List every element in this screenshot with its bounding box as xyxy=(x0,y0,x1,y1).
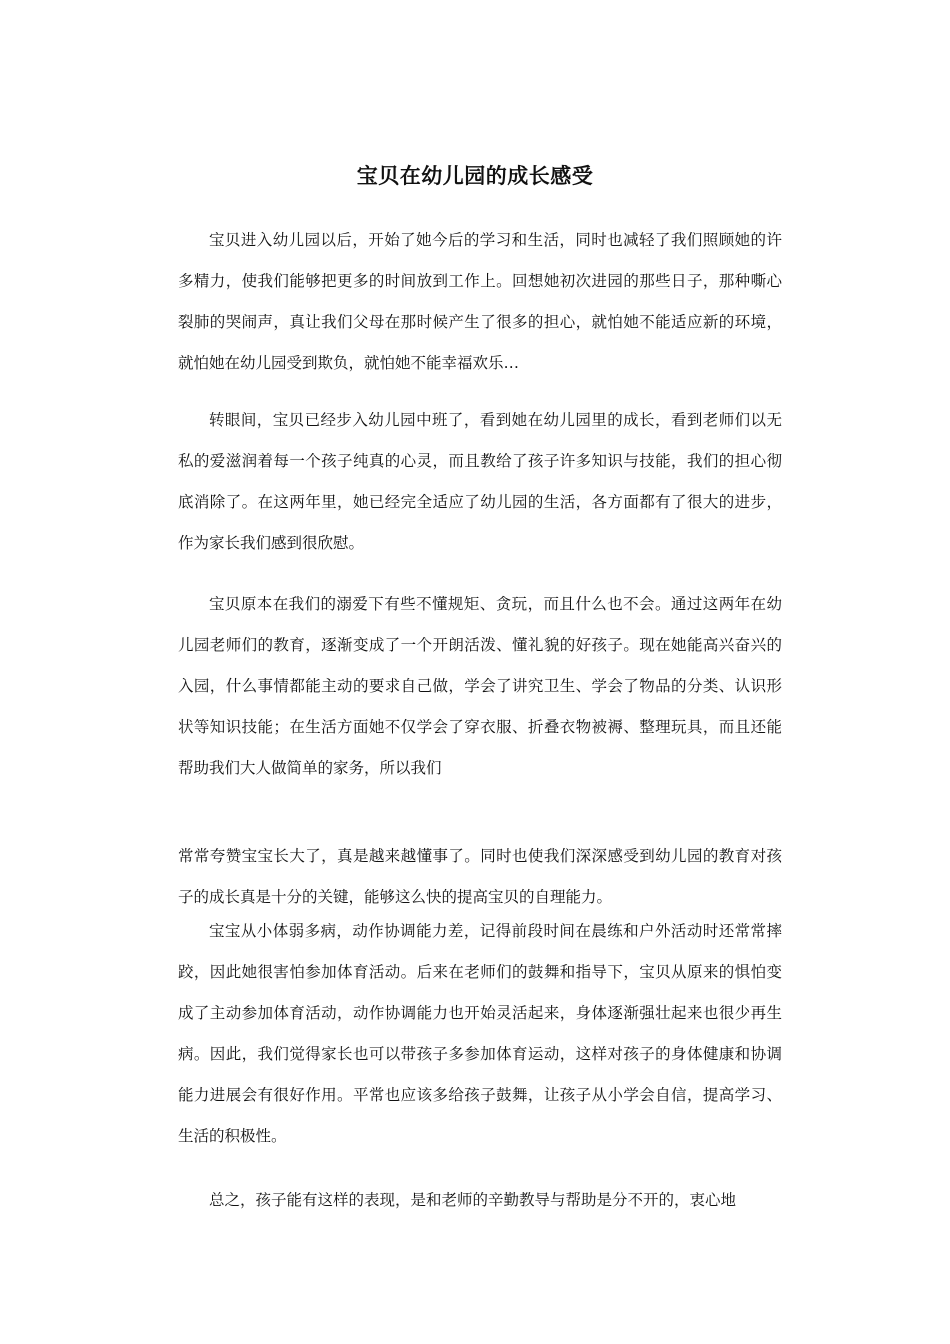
paragraph-5: 宝宝从小体弱多病，动作协调能力差，记得前段时间在晨练和户外活动时还常常摔跤，因此她很害怕参加体育活动。后来在老师们的鼓舞和指导下，宝贝从原来的惧怕变成了主动参加体育活动，动作协调能力也开始灵活起来，身体逐渐强壮起来也很少再生病。因此，我们觉得家长也可以带孩子多参加体育运动，这样对孩子的身体健康和协调能力进展会有很好作用。平常也应该多给孩子鼓舞，让孩子从小学会自信，提高学习、生活的积极性。 xyxy=(178,922,782,1145)
paragraph-1: 宝贝进入幼儿园以后，开始了她今后的学习和生活，同时也减轻了我们照顾她的许多精力，使我们能够把更多的时间放到工作上。回想她初次进园的那些日子，那种嘶心裂肺的哭闹声，真让我们父母在那时候产生了很多的担心，就怕她不能适应新的环境，就怕她在幼儿园受到欺负，就怕她不能幸福欢乐… xyxy=(178,231,782,372)
document-title: 宝贝在幼儿园的成长感受 xyxy=(356,164,594,188)
paragraph-6: 总之，孩子能有这样的表现，是和老师的辛勤教导与帮助是分不开的，衷心地 xyxy=(209,1191,737,1209)
paragraph-2: 转眼间，宝贝已经步入幼儿园中班了，看到她在幼儿园里的成长，看到老师们以无私的爱滋润着每一个孩子纯真的心灵，而且教给了孩子许多知识与技能，我们的担心彻底消除了。在这两年里，她已经完全适应了幼儿园的生活，各方面都有了很大的进步，作为家长我们感到很欣慰。 xyxy=(178,411,782,552)
paragraph-3: 宝贝原本在我们的溺爱下有些不懂规矩、贪玩，而且什么也不会。通过这两年在幼儿园老师们的教育，逐渐变成了一个开朗活泼、懂礼貌的好孩子。现在她能高兴奋兴的入园，什么事情都能主动的要求自己做，学会了讲究卫生、学会了物品的分类、认识形状等知识技能；在生活方面她不仅学会了穿衣服、折叠衣物被褥、整理玩具，而且还能帮助我们大人做简单的家务，所以我们 xyxy=(178,595,782,777)
paragraph-4: 常常夸赞宝宝长大了，真是越来越懂事了。同时也使我们深深感受到幼儿园的教育对孩子的成长真是十分的关键，能够这么快的提高宝贝的自理能力。 xyxy=(178,847,782,906)
